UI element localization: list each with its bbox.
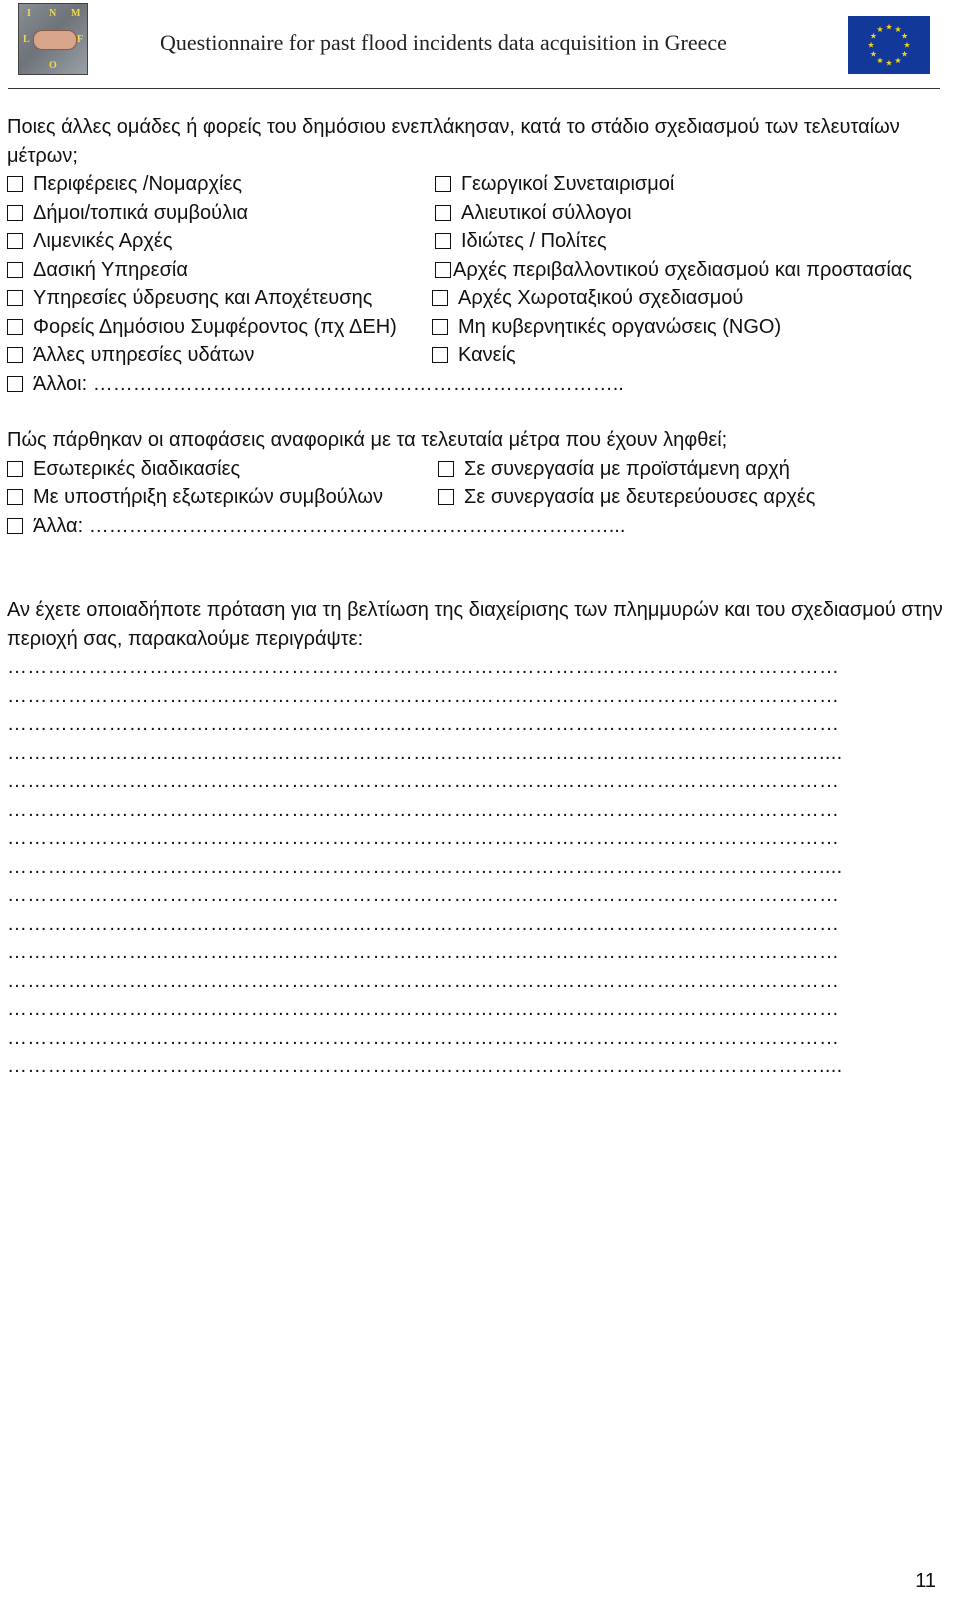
checkbox-option[interactable] xyxy=(438,483,815,512)
checkbox-option[interactable] xyxy=(438,455,790,484)
page-header xyxy=(0,0,960,92)
eu-flag-icon xyxy=(848,16,930,74)
option-label: Περιφέρειες /Νομαρχίες xyxy=(33,173,242,195)
checkbox-icon[interactable] xyxy=(435,233,451,249)
checkbox-icon[interactable] xyxy=(7,376,23,392)
checkbox-option[interactable] xyxy=(7,341,254,370)
option-label: Κανείς xyxy=(458,344,516,366)
header-divider xyxy=(8,88,940,89)
option-label: Υπηρεσίες ύδρευσης και Αποχέτευσης xyxy=(33,287,373,309)
option-label: Σε συνεργασία με προϊστάμενη αρχή xyxy=(464,457,790,480)
checkbox-option[interactable] xyxy=(7,256,188,285)
checkbox-icon[interactable] xyxy=(432,347,448,363)
logo-letter: O xyxy=(49,60,57,71)
logo-letter: F xyxy=(77,34,84,45)
option-row xyxy=(7,512,947,541)
option-row xyxy=(7,256,947,285)
option-row xyxy=(7,370,947,399)
checkbox-icon[interactable] xyxy=(7,290,23,306)
checkbox-option[interactable] xyxy=(435,256,912,285)
option-label: Γεωργικοί Συνεταιρισμοί xyxy=(461,173,675,195)
logo-letter: N xyxy=(49,8,57,19)
checkbox-icon[interactable] xyxy=(7,233,23,249)
checkbox-icon[interactable] xyxy=(7,319,23,335)
answer-line[interactable]: …………………………………………………………………………………………………………… xyxy=(7,941,840,963)
option-label: Άλλες υπηρεσίες υδάτων xyxy=(33,344,255,366)
logo-letter: L xyxy=(23,34,30,45)
option-label: Σε συνεργασία με δευτερεύουσες αρχές xyxy=(464,486,816,508)
answer-line[interactable]: …………………………………………………………………………………………………………… xyxy=(7,770,840,792)
document-title: Questionnaire for past flood incidents data acquisition in Greece xyxy=(160,30,727,55)
answer-line[interactable]: ………………………………………………………………………………………………………….... xyxy=(7,741,843,764)
question-1: Ποιες άλλες ομάδες ή φορείς του δημόσιου ενεπλάκησαν, κατά το στάδιο σχεδιασμού των τελευταίων μέτρων; xyxy=(7,116,900,167)
option-label: Άλλα: ……………………………………………………………………... xyxy=(33,514,626,537)
option-row xyxy=(7,227,947,256)
checkbox-icon[interactable] xyxy=(432,319,448,335)
answer-line[interactable]: …………………………………………………………………………………………………………… xyxy=(7,656,840,678)
answer-line[interactable]: …………………………………………………………………………………………………………… xyxy=(7,713,840,735)
checkbox-icon[interactable] xyxy=(7,461,23,477)
question-3: Αν έχετε οποιαδήποτε πρόταση για τη βελτίωση της διαχείρισης των πλημμυρών και του σχεδιασμού στην περιοχή σας, παρακαλούμε περιγράψτε: xyxy=(7,599,943,650)
option-label: Φορείς Δημόσιου Συμφέροντος (πχ ΔΕΗ) xyxy=(33,315,397,338)
checkbox-icon[interactable] xyxy=(7,518,23,534)
checkbox-icon[interactable] xyxy=(7,176,23,192)
checkbox-icon[interactable] xyxy=(7,262,23,278)
checkbox-option[interactable] xyxy=(432,341,516,370)
option-label: Αρχές περιβαλλοντικού σχεδιασμού και προστασίας xyxy=(453,258,912,281)
option-label: Εσωτερικές διαδικασίες xyxy=(33,457,241,480)
checkbox-option[interactable] xyxy=(432,313,781,342)
checkbox-option[interactable] xyxy=(7,483,383,512)
checkbox-icon[interactable] xyxy=(435,262,451,278)
option-label: Αρχές Χωροταξικού σχεδιασμού xyxy=(458,287,744,309)
checkbox-icon[interactable] xyxy=(432,290,448,306)
checkbox-option[interactable] xyxy=(7,227,172,256)
checkbox-option[interactable] xyxy=(7,199,248,228)
option-label: Λιμενικές Αρχές xyxy=(33,230,173,252)
checkbox-option[interactable] xyxy=(435,227,607,256)
project-logo xyxy=(18,3,88,75)
option-label: Αλιευτικοί σύλλογοι xyxy=(461,201,632,224)
answer-line[interactable]: …………………………………………………………………………………………………………… xyxy=(7,912,840,935)
checkbox-icon[interactable] xyxy=(7,205,23,221)
option-row xyxy=(7,455,947,484)
checkbox-option[interactable] xyxy=(7,455,240,484)
answer-line[interactable]: …………………………………………………………………………………………………………… xyxy=(7,684,840,707)
option-row xyxy=(7,341,947,370)
checkbox-option[interactable] xyxy=(7,284,372,313)
checkbox-option[interactable] xyxy=(435,170,674,199)
checkbox-option-other[interactable] xyxy=(7,512,625,541)
checkbox-icon[interactable] xyxy=(435,205,451,221)
logo-letter: M xyxy=(71,8,81,19)
option-row xyxy=(7,170,947,199)
checkbox-icon[interactable] xyxy=(438,489,454,505)
option-row xyxy=(7,483,947,512)
option-label: Ιδιώτες / Πολίτες xyxy=(461,230,607,252)
checkbox-option[interactable] xyxy=(7,313,397,342)
answer-line[interactable]: …………………………………………………………………………………………………………… xyxy=(7,969,840,992)
answer-line[interactable]: …………………………………………………………………………………………………………… xyxy=(7,884,840,906)
handshake-icon xyxy=(33,30,77,50)
option-label: Δασική Υπηρεσία xyxy=(33,258,188,281)
checkbox-option-other[interactable] xyxy=(7,370,624,399)
answer-line[interactable]: ………………………………………………………………………………………………………….... xyxy=(7,1055,843,1077)
checkbox-option[interactable] xyxy=(7,170,242,199)
option-label: Άλλοι: …………………………………………………………………….. xyxy=(33,372,624,395)
answer-area[interactable] xyxy=(7,653,947,1081)
form-body xyxy=(7,113,947,1081)
answer-line[interactable]: …………………………………………………………………………………………………………… xyxy=(7,798,840,821)
checkbox-icon[interactable] xyxy=(7,489,23,505)
checkbox-option[interactable] xyxy=(435,199,632,228)
answer-line[interactable]: …………………………………………………………………………………………………………… xyxy=(7,1026,840,1049)
option-row xyxy=(7,199,947,228)
page-number: 11 xyxy=(915,1570,936,1592)
option-label: Μη κυβερνητικές οργανώσεις (NGO) xyxy=(458,315,782,338)
checkbox-icon[interactable] xyxy=(435,176,451,192)
question-2: Πώς πάρθηκαν οι αποφάσεις αναφορικά με τα τελευταία μέτρα που έχουν ληφθεί; xyxy=(7,429,728,451)
answer-line[interactable]: …………………………………………………………………………………………………………… xyxy=(7,827,840,849)
option-row xyxy=(7,284,947,313)
option-row xyxy=(7,313,947,342)
logo-letter: I xyxy=(27,8,31,19)
checkbox-icon[interactable] xyxy=(438,461,454,477)
option-label: Με υποστήριξη εξωτερικών συμβούλων xyxy=(33,486,383,508)
answer-line[interactable]: ………………………………………………………………………………………………………….... xyxy=(7,855,843,878)
checkbox-icon[interactable] xyxy=(7,347,23,363)
checkbox-option[interactable] xyxy=(432,284,743,313)
option-label: Δήμοι/τοπικά συμβούλια xyxy=(33,201,249,224)
answer-line[interactable]: …………………………………………………………………………………………………………… xyxy=(7,998,840,1020)
